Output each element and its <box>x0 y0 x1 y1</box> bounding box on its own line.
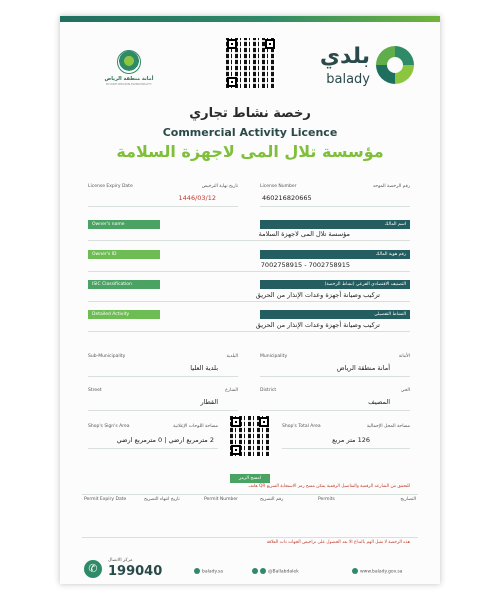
social-link-2-text: @Ballabdalek <box>268 569 299 575</box>
permits-note: هذه الرخصة لا تقبل الهم بالتداع الا بعد الحصول على تراخيص الجهات ذات العلاقة <box>266 540 410 545</box>
total-area-label-ar: مساحة المحل الإجمالية <box>366 424 410 429</box>
permit-number-header-ar: رقم التصريح <box>260 497 284 502</box>
sign-area-field <box>88 424 218 452</box>
social-link-2[interactable] <box>252 568 299 575</box>
total-area-value: 126 متر مربع <box>332 436 370 444</box>
license-number-label-ar: رقم الرخصة الموحد <box>372 184 410 189</box>
phone-icon: ✆ <box>84 560 102 578</box>
isic-label-en: ISIC Classification <box>88 280 160 289</box>
street-value: القطار <box>200 398 218 406</box>
license-document <box>60 16 440 584</box>
sub-municipality-field <box>88 354 238 378</box>
call-center-number: 199040 <box>108 564 163 579</box>
amana-name-ar: أمانة منطقة الرياض <box>104 76 154 82</box>
permit-number-header-en: Permit Number <box>204 497 238 502</box>
globe-icon <box>194 568 200 574</box>
license-number-label-en: License Number <box>260 184 297 189</box>
street-label-ar: الشارع <box>225 388 238 393</box>
footer <box>60 552 440 584</box>
detailed-activity-value: تركيب وصيانة أجهزة وعدات الإنذار من الحريق <box>88 319 410 332</box>
detailed-activity-label-ar: النشاط التفصيلي <box>260 310 410 319</box>
total-area-label-en: Shop's Total Area <box>282 424 321 429</box>
license-number-value: 460216820665 <box>262 194 312 202</box>
balady-brand-ar: بلدي <box>319 44 370 69</box>
isic-label-ar: التصنيف الاقتصادي الفرعي (نشاط الرخصة) <box>260 280 410 289</box>
permit-expiry-header-ar: تاريخ انتهاء التصريح <box>144 497 180 502</box>
web-icon <box>352 568 358 574</box>
street-field <box>88 388 238 412</box>
sign-area-label-ar: مساحة اللوحات الإعلانية <box>173 424 218 429</box>
license-expiry-field <box>88 184 238 208</box>
scan-note: للتحقق من الشارعه الرقمية والتفاصيل الرقمية يمكن مسح رمز الاستجابة السريع QR هاتف <box>248 484 410 489</box>
owner-name-value: مؤسسة تلال المى لاجهزة السلامة <box>88 228 410 241</box>
district-field <box>260 388 410 412</box>
owner-name-label-ar: اسم المالك <box>260 220 410 229</box>
sub-municipality-label-ar: البلدية <box>226 354 238 359</box>
detailed-activity-label-en: Detailed Activity <box>88 310 160 319</box>
qr-code-icon <box>226 38 276 88</box>
document-title-ar: رخصة نشاط تجاري <box>189 106 311 121</box>
street-label-en: Street <box>88 388 102 393</box>
total-area-field <box>282 424 410 452</box>
municipality-field <box>260 354 410 378</box>
owner-id-value: 7002758915 - 7002758915 <box>88 259 410 272</box>
website-link-text: www.balady.gov.sa <box>360 569 403 575</box>
permits-table <box>82 494 418 538</box>
license-expiry-value: 1446/03/12 <box>178 194 216 202</box>
website-link[interactable] <box>352 568 402 575</box>
municipality-value: أمانة منطقة الرياض <box>336 364 390 372</box>
sub-municipality-value: بلدية العليا <box>190 364 218 372</box>
facebook-icon <box>260 568 266 574</box>
permits-header-ar: التصاريح <box>400 497 416 502</box>
license-expiry-label-ar: تاريخ نهاية الترخيص <box>201 184 238 189</box>
social-link-1[interactable] <box>194 568 223 575</box>
balady-logo <box>304 42 414 92</box>
owner-id-label-en: Owner's ID <box>88 250 160 259</box>
license-expiry-label-en: License Expiry Date <box>88 184 133 189</box>
sign-area-label-en: Shop's Sign's Area <box>88 424 130 429</box>
document-title-en: Commercial Activity Licence <box>162 126 338 139</box>
shop-name: مؤسسة تلال المى لاجهزة السلامة <box>116 142 384 161</box>
sub-municipality-label-en: Sub-Municipality <box>88 354 126 359</box>
permit-expiry-header-en: Permit Expiry Date <box>84 497 127 502</box>
amana-emblem-icon <box>117 50 141 74</box>
owner-name-label-en: Owner's name <box>88 220 160 229</box>
municipality-label-ar: الأمانة <box>398 354 410 359</box>
amana-name-en: RIYADH REGION MUNICIPALITY <box>106 82 152 86</box>
district-value: المصيف <box>368 398 390 406</box>
balady-emblem-icon <box>376 46 414 84</box>
district-label-ar: الحي <box>400 388 410 393</box>
amana-logo <box>104 50 154 86</box>
scan-code-button[interactable]: امسح الرمز <box>230 474 270 483</box>
twitter-icon <box>252 568 258 574</box>
isic-value: تركيب وصيانة أجهزة وعدات الإنذار من الحريق <box>88 289 410 302</box>
balady-brand-en: balady <box>326 72 370 87</box>
social-link-1-text: balady.sa <box>202 569 224 575</box>
verification-qr-code-icon <box>230 416 270 456</box>
municipality-label-en: Municipality <box>260 354 288 359</box>
license-number-field <box>260 184 410 208</box>
district-label-en: District <box>260 388 277 393</box>
sign-area-value: 2 مترمربع ارضي | 0 مترمربع ارضي <box>116 436 214 444</box>
call-center-label: مركز الاتصال <box>108 558 133 563</box>
owner-id-label-ar: رقم هوية المالك <box>260 250 410 259</box>
header-accent-bar <box>60 16 440 22</box>
permits-header-en: Permits <box>318 497 335 502</box>
